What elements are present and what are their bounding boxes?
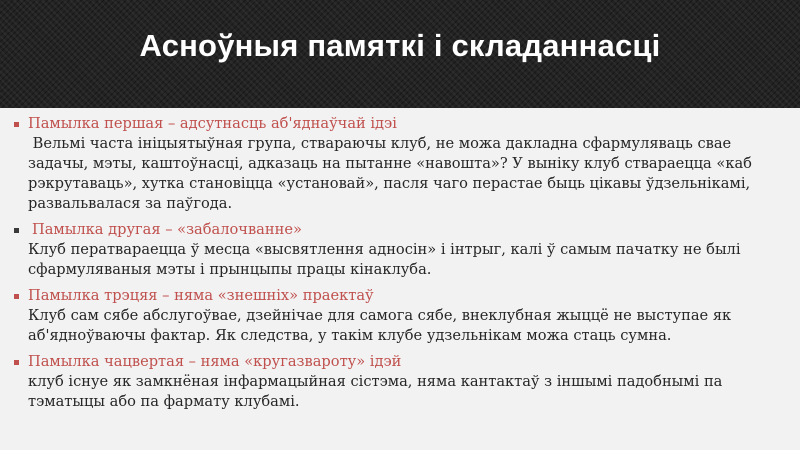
list-item [12, 286, 782, 346]
bullet-icon [14, 122, 19, 127]
item-heading: Памылка другая – «забалочванне» [32, 221, 302, 238]
item-body: Клуб ператвараецца ў месца «высвятлення адносін» і інтрыг, калі ў самым пачатку не былі сфармуляваныя мэты і прынцыпы працы кінаклуба. [28, 241, 741, 278]
list-item [12, 220, 782, 280]
slide-title: Асноўныя памяткі і складаннасці [139, 28, 661, 63]
item-heading: Памылка чацвертая – няма «кругазвароту» ідэй [28, 353, 402, 370]
item-body: Клуб сам сябе абслугоўвае, дзейнічае для самога сябе, внеклубная жыццё не выступае як аб'ядноўваючы фактар. Як следства, у такім клубе удзельнікам можа стаць сумна. [28, 307, 732, 344]
item-body: клуб існуе як замкнёная інфармацыйная сістэма, няма кантактаў з іншымі падобнымі па тэматыцы або па фармату клубамі. [28, 373, 723, 410]
list-item [12, 114, 782, 214]
item-heading: Памылка трэцяя – няма «знешніх» праектаў [28, 287, 374, 304]
content-area [12, 114, 782, 418]
bullet-icon [14, 360, 19, 365]
bullet-icon [14, 228, 19, 233]
bullet-icon [14, 294, 19, 299]
item-heading: Памылка першая – адсутнасць аб'яднаўчай ідэі [28, 115, 397, 132]
item-body: Вельмі часта ініцыятыўная група, ствараючы клуб, не можа дакладна сфармуляваць свае задачы, мэты, каштоўнасці, адказаць на пытанне «навошта»? У выніку клуб ствараецца «каб рэкрутаваць», хутка становіцца «установай», пасля чаго перастае быць цікавы ўдзельнікамі, развальвалася за паўгода. [28, 135, 757, 212]
list-item [12, 352, 782, 412]
title-banner [0, 0, 800, 108]
